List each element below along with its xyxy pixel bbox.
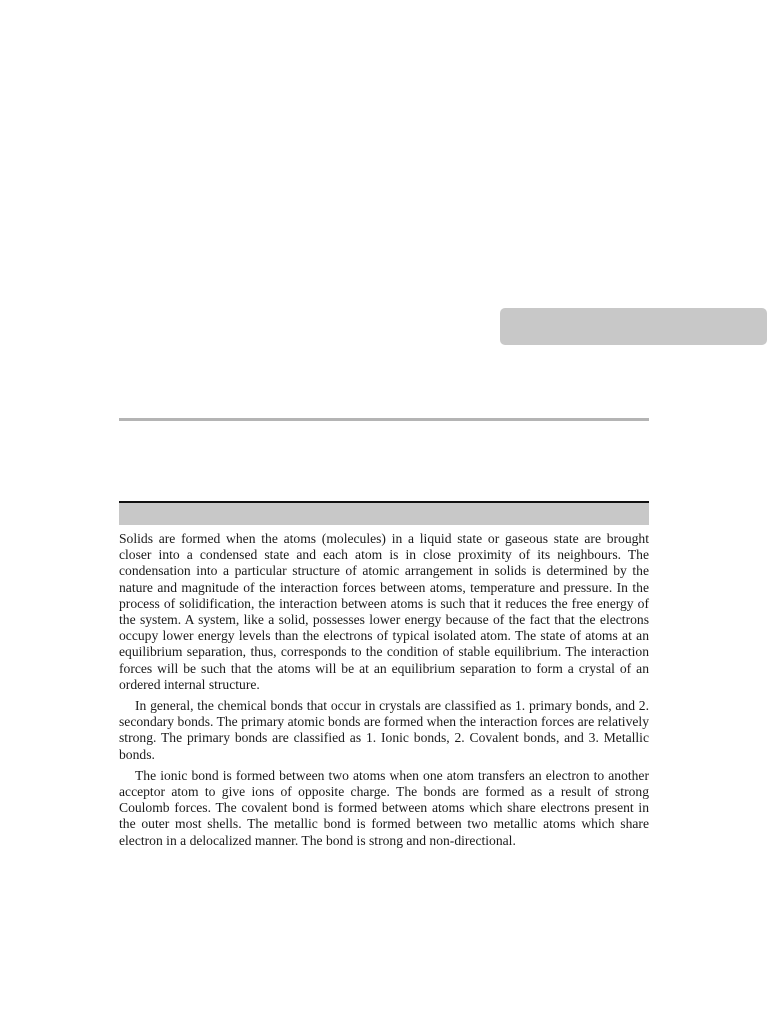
body-text [119, 531, 649, 854]
chapter-title-rule [119, 418, 649, 421]
paragraph-3: The ionic bond is formed between two atoms when one atom transfers an electron to another acceptor atom to give ions of opposite charge. The bonds are formed as a result of strong Coulomb forces. The covalent bond is formed between atoms which share electrons present in the outer most shells. The metallic bond is formed between two metallic atoms which share electron in a delocalized manner. The bond is strong and non-directional. [119, 767, 649, 848]
chapter-number-tab [500, 308, 767, 345]
section-heading-bar [119, 501, 649, 525]
paragraph-1: Solids are formed when the atoms (molecules) in a liquid state or gaseous state are brought closer into a condensed state and each atom is in close proximity of its neighbours. The condensation into a particular structure of atomic arrangement in solids is determined by the nature and magnitude of the interaction forces between atoms, temperature and pressure. In the process of solidification, the interaction between atoms is such that it reduces the free energy of the system. A system, like a solid, possesses lower energy because of the fact that the electrons occupy lower energy levels than the electrons of typical isolated atom. The state of atoms at an equilibrium separation, thus, corresponds to the condition of stable equilibrium. The interaction forces will be such that the atoms will be at an equilibrium separation to form a crystal of an ordered internal structure. [119, 531, 649, 692]
paragraph-2: In general, the chemical bonds that occur in crystals are classified as 1. primary bonds, and 2. secondary bonds. The primary atomic bonds are formed when the interaction forces are relatively strong. The primary bonds are classified as 1. Ionic bonds, 2. Covalent bonds, and 3. Metallic bonds. [119, 698, 649, 762]
